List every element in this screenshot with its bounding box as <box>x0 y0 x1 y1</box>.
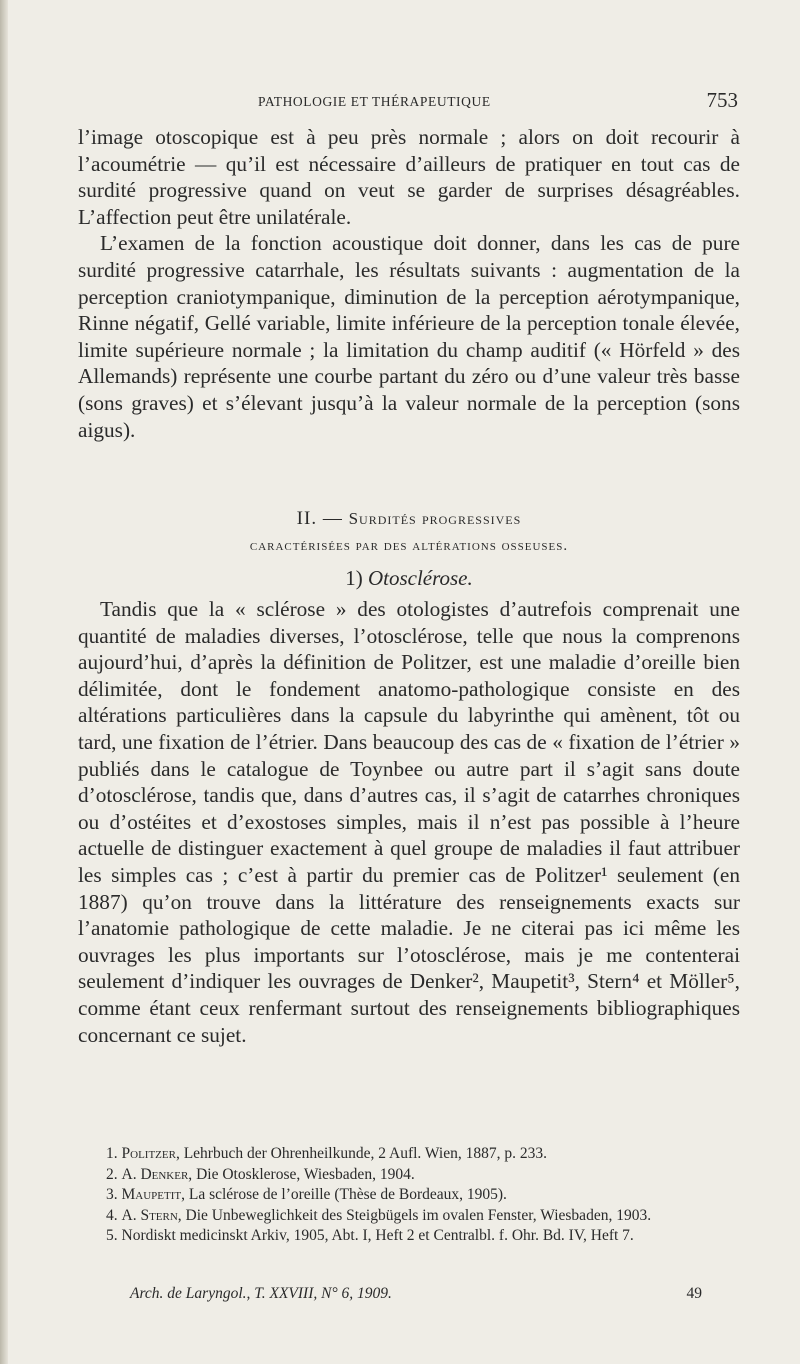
running-head: PATHOLOGIE ET THÉRAPEUTIQUE <box>258 94 491 109</box>
signature-number: 49 <box>686 1285 702 1302</box>
body-text-top <box>78 124 740 443</box>
footnotes <box>78 1144 740 1247</box>
section-heading-line1 <box>78 508 740 530</box>
footnote-3: 3. Maupetit, La sclérose de l’oreille (Thèse de Bordeaux, 1905). <box>106 1186 507 1204</box>
page-header <box>78 88 740 118</box>
signature-label: Arch. de Laryngol., T. XXVIII, N° 6, 1909. <box>130 1285 392 1302</box>
footnote-2: 2. A. Denker, Die Otosklerose, Wiesbaden, 1904. <box>106 1165 415 1183</box>
paragraph-2: L’examen de la fonction acoustique doit donner, dans les cas de pure surdité progressive catarrhale, les résultats suivants : augmentation de la perception craniotympanique, diminution de la perception aérotympanique, Rinne négatif, Gellé variable, limite inférieure de la perception tonale élevée, limite supérieure normale ; la limitation du champ auditif (« Hörfeld » des Allemands) représente une courbe partant du zéro ou d’une valeur très basse (sons graves) et s’élevant jusqu’à la valeur normale de la perception (sons aigus). <box>78 231 740 442</box>
paragraph-1: l’image otoscopique est à peu près normale ; alors on doit recourir à l’acoumétrie — qu’il est nécessaire d’ailleurs de pratiquer en tout cas de surdité progressive quand on veut se garder de surprises désagréables. L’affection peut être unilatérale. <box>78 125 740 229</box>
footnote-5: 5. Nordiskt medicinskt Arkiv, 1905, Abt. I, Heft 2 et Centralbl. f. Ohr. Bd. IV, Heft 7. <box>106 1227 634 1245</box>
body-text-bottom <box>78 596 740 1048</box>
section-heading-line2 <box>78 538 740 555</box>
section-title: Surdités progressives <box>348 509 522 528</box>
section-number: II. — <box>296 508 349 529</box>
subsection-heading <box>78 566 740 591</box>
subsection-title: Otosclérose. <box>367 566 473 590</box>
footnote-1: 1. Politzer, Lehrbuch der Ohrenheilkunde, 2 Aufl. Wien, 1887, p. 233. <box>106 1145 547 1162</box>
paragraph-3: Tandis que la « sclérose » des otologistes d’autrefois comprenait une quantité de maladies diverses, l’otosclérose, telle que nous la comprenons aujourd’hui, d’après la définition de Politzer, est une maladie d’oreille bien délimitée, dont le fondement anatomo-pathologique consiste en des altérations particulières dans la capsule du labyrinthe qui amènent, tôt ou tard, une fixation de l’étrier. Dans beaucoup des cas de « fixation de l’étrier » publiés dans le catalogue de Toynbee ou autre part il s’agit sans doute d’otosclérose, tandis que, dans d’autres cas, il s’agit de catarrhes chroniques ou d’ostéites et d’exostoses simples, mais il n’est pas possible à l’heure actuelle de distinguer exactement à quel groupe de maladies il faut attribuer les simples cas ; c’est à partir du premier cas de Politzer¹ seulement (en 1887) qu’on trouve dans la littérature des renseignements exacts sur l’anatomie pathologique de cette maladie. Je ne citerai pas ici même les ouvrages les plus importants sur l’otosclérose, mais je me contenterai seulement d’indiquer les ouvrages de Denker², Maupetit³, Stern⁴ et Möller⁵, comme étant ceux renfermant surtout des renseignements bibliographiques concernant ce sujet. <box>78 597 740 1047</box>
footnote-4: 4. A. Stern, Die Unbeweglichkeit des Steigbügels im ovalen Fenster, Wiesbaden, 1903. <box>106 1206 652 1224</box>
page-number: 753 <box>706 88 738 112</box>
page-edge-shadow <box>0 0 8 1364</box>
subsection-number: 1) <box>345 566 363 590</box>
section-subtitle: caractérisées par des altérations osseuses. <box>249 538 569 554</box>
